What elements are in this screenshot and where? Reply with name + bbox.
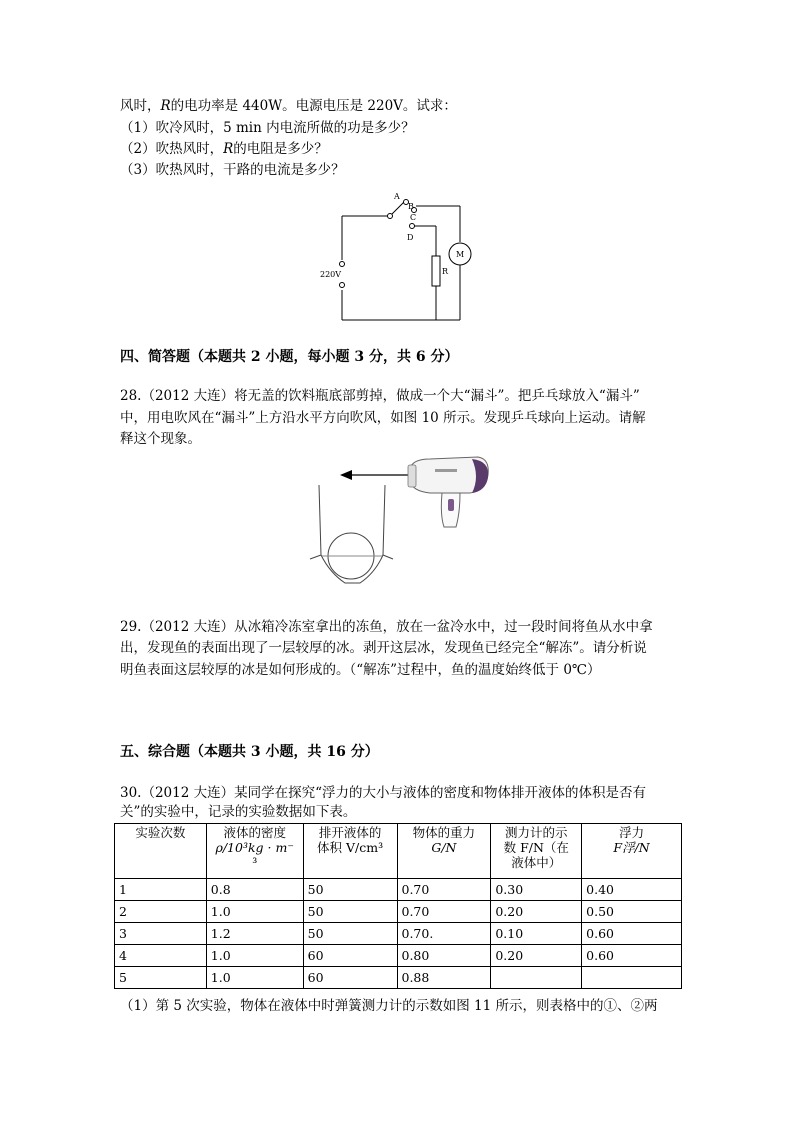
table-row: 4 1.0 60 0.80 0.20 0.60 (115, 945, 682, 967)
table-row: 3 1.2 50 0.70. 0.10 0.60 (115, 923, 682, 945)
resistor-label: R (442, 267, 449, 276)
figure-funnel-dryer (300, 455, 500, 600)
header-volume: 排开液体的 体积 V/cm³ (303, 824, 397, 879)
q29-line2: 出，发现鱼的表面出现了一层较厚的冰。剥开这层冰，发现鱼已经完全“解冻”。请分析说 (120, 640, 647, 656)
header-trial: 实验次数 (115, 824, 207, 879)
circuit-diagram (310, 190, 480, 330)
header-buoyancy: 浮力 F浮/N (582, 824, 682, 879)
voltage-label: 220V (320, 270, 342, 279)
header-reading: 测力计的示 数 F/N（在 液体中） (491, 824, 582, 879)
table-row: 2 1.0 50 0.70 0.20 0.50 (115, 901, 682, 923)
label-b: B (408, 202, 414, 211)
q30-line1: 30.（2012 大连）某同学在探究“浮力的大小与液体的密度和物体排开液体的体积是否有 (120, 785, 647, 801)
table-row: 1 0.8 50 0.70 0.30 0.40 (115, 879, 682, 901)
label-d: D (407, 233, 414, 242)
header-density: 液体的密度 ρ/10³kg · m⁻ ³ (206, 824, 303, 879)
q30-data-table (114, 823, 682, 989)
q30-sub1: （1）第 5 次实验，物体在液体中时弹簧测力计的示数如图 11 所示，则表格中的①、②两 (120, 998, 658, 1014)
q27-sub3: （3）吹热风时，干路的电流是多少？ (120, 162, 345, 178)
label-c: C (410, 213, 417, 222)
q27-sub2: （2）吹热风时，R的电阻是多少？ (120, 141, 328, 157)
q28-line2: 中，用电吹风在“漏斗”上方沿水平方向吹风，如图 10 所示。发现乒乓球向上运动。请解 (120, 410, 646, 426)
q28-line3: 释这个现象。 (120, 431, 201, 447)
q29-line3: 明鱼表面这层较厚的冰是如何形成的。（“解冻”过程中，鱼的温度始终低于 0℃） (120, 662, 601, 678)
table-header-row (115, 824, 682, 879)
section5-title: 五、综合题（本题共 3 小题，共 16 分） (120, 744, 379, 760)
hair-dryer-icon (408, 457, 488, 527)
label-a: A (394, 192, 400, 201)
q30-line2: 关”的实验中，记录的实验数据如下表。 (120, 804, 357, 820)
q27-sub1: （1）吹冷风时，5 min 内电流所做的功是多少？ (120, 120, 415, 136)
header-weight: 物体的重力 G/N (397, 824, 491, 879)
q28-line1: 28.（2012 大连）将无盖的饮料瓶底部剪掉，做成一个大“漏斗”。把乒乓球放入“漏斗” (120, 388, 640, 404)
motor-label: M (456, 250, 465, 259)
q29-line1: 29.（2012 大连）从冰箱冷冻室拿出的冻鱼，放在一盆冷水中，过一段时间将鱼从水中拿 (120, 619, 653, 635)
q27-intro: 风时，R的电功率是 440W。电源电压是 220V。试求： (120, 98, 457, 114)
section4-title: 四、简答题（本题共 2 小题，每小题 3 分，共 6 分） (120, 349, 459, 365)
table-row: 5 1.0 60 0.88 (115, 967, 682, 989)
